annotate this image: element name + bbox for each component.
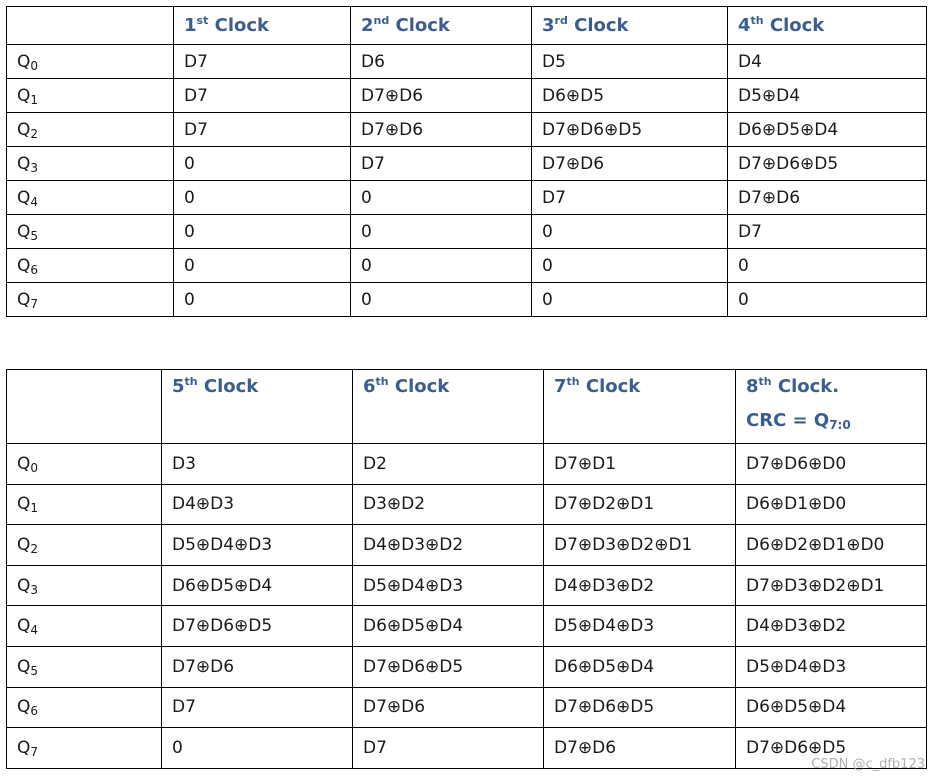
table-cell: D5: [532, 45, 728, 79]
table-cell: D6: [351, 45, 532, 79]
table-cell: D6⊕D2⊕D1⊕D0: [736, 525, 927, 566]
watermark: CSDN @c_dfb123: [811, 757, 925, 772]
table-cell: 0: [728, 283, 927, 317]
table-cell: D6⊕D5⊕D4: [544, 646, 736, 687]
row-label: $Q_2$: [7, 113, 174, 147]
table-row: [7, 646, 927, 687]
table-cell: D7: [351, 147, 532, 181]
table-cell: D6⊕D5⊕D4: [728, 113, 927, 147]
table-cell: 0: [351, 283, 532, 317]
header-clock-6: 6th Clock: [353, 370, 544, 444]
table-cell: 0: [174, 249, 351, 283]
table-row: [7, 484, 927, 525]
table-cell: D7⊕D6⊕D0: [736, 444, 927, 485]
table-cell: D7: [532, 181, 728, 215]
clock-table-2: [6, 369, 927, 769]
table-cell: 0: [174, 181, 351, 215]
table-cell: D4⊕D3: [162, 484, 353, 525]
table-cell: D7: [353, 728, 544, 769]
row-label: $Q_6$: [7, 687, 162, 728]
table-cell: D7⊕D6: [532, 147, 728, 181]
table-cell: D4⊕D3⊕D2: [736, 606, 927, 647]
table-row: [7, 215, 927, 249]
table-cell: D7: [174, 79, 351, 113]
table-header-row: [7, 7, 927, 45]
header-clock-7: 7th Clock: [544, 370, 736, 444]
row-label: $Q_5$: [7, 215, 174, 249]
table-cell: D7⊕D6⊕D5: [162, 606, 353, 647]
table-cell: D7⊕D6⊕D5: [544, 687, 736, 728]
table-cell: D7⊕D3⊕D2⊕D1: [544, 525, 736, 566]
table-row: [7, 687, 927, 728]
table-cell: D6⊕D5⊕D4: [353, 606, 544, 647]
table-row: [7, 525, 927, 566]
table-row: [7, 147, 927, 181]
table-cell: 0: [351, 215, 532, 249]
row-label: $Q_0$: [7, 444, 162, 485]
table-cell: D7⊕D6⊕D5: [353, 646, 544, 687]
table-cell: D7⊕D6: [728, 181, 927, 215]
table-cell: D7: [174, 45, 351, 79]
row-label: $Q_4$: [7, 606, 162, 647]
table-cell: 0: [174, 283, 351, 317]
table-cell: D7⊕D6⊕D5: [728, 147, 927, 181]
table-cell: D7: [174, 113, 351, 147]
table-cell: D7: [728, 215, 927, 249]
table-cell: D7⊕D1: [544, 444, 736, 485]
table-cell: D6⊕D5: [532, 79, 728, 113]
table-cell: 0: [174, 147, 351, 181]
header-clock-8: 8th Clock. CRC = $Q_{7:0}$: [736, 370, 927, 444]
table-row: [7, 606, 927, 647]
table-cell: D5⊕D4⊕D3: [544, 606, 736, 647]
table-cell: D7⊕D6: [351, 79, 532, 113]
row-label: $Q_1$: [7, 484, 162, 525]
table-row: [7, 444, 927, 485]
table-cell: 0: [532, 249, 728, 283]
table-cell: 0: [532, 283, 728, 317]
table-cell: 0: [728, 249, 927, 283]
table-cell: D4: [728, 45, 927, 79]
table-cell: D7⊕D6⊕D5: [736, 728, 927, 769]
row-label: $Q_6$: [7, 249, 174, 283]
table-row: [7, 45, 927, 79]
table-cell: 0: [162, 728, 353, 769]
row-label: $Q_7$: [7, 283, 174, 317]
table-cell: D5⊕D4⊕D3: [162, 525, 353, 566]
table-cell: 0: [351, 181, 532, 215]
table-cell: D7⊕D6⊕D5: [532, 113, 728, 147]
header-clock-2: 2nd Clock: [351, 7, 532, 45]
table-cell: D7⊕D6: [162, 646, 353, 687]
table-cell: D7⊕D6: [353, 687, 544, 728]
table-cell: D2: [353, 444, 544, 485]
table-cell: D6⊕D1⊕D0: [736, 484, 927, 525]
table-cell: 0: [174, 215, 351, 249]
table-row: [7, 565, 927, 606]
table-row: [7, 79, 927, 113]
row-label: $Q_3$: [7, 565, 162, 606]
corner-cell: [7, 7, 174, 45]
table-header-row: [7, 370, 927, 444]
table-cell: D5⊕D4⊕D3: [736, 646, 927, 687]
header-clock-3: 3rd Clock: [532, 7, 728, 45]
table-cell: D7⊕D3⊕D2⊕D1: [736, 565, 927, 606]
clock-table-1: [6, 6, 927, 317]
header-clock-1: 1st Clock: [174, 7, 351, 45]
table-row: [7, 113, 927, 147]
table-cell: D4⊕D3⊕D2: [544, 565, 736, 606]
table-cell: D7⊕D2⊕D1: [544, 484, 736, 525]
table-cell: D7: [162, 687, 353, 728]
row-label: $Q_0$: [7, 45, 174, 79]
corner-cell: [7, 370, 162, 444]
row-label: $Q_1$: [7, 79, 174, 113]
table-cell: D6⊕D5⊕D4: [162, 565, 353, 606]
table-cell: D3⊕D2: [353, 484, 544, 525]
table-row: [7, 728, 927, 769]
table-row: [7, 249, 927, 283]
row-label: $Q_4$: [7, 181, 174, 215]
table-row: [7, 181, 927, 215]
row-label: $Q_5$: [7, 646, 162, 687]
header-clock-5: 5th Clock: [162, 370, 353, 444]
header-clock-4: 4th Clock: [728, 7, 927, 45]
table-cell: D6⊕D5⊕D4: [736, 687, 927, 728]
table-cell: D5⊕D4: [728, 79, 927, 113]
table-cell: 0: [351, 249, 532, 283]
row-label: $Q_2$: [7, 525, 162, 566]
table-cell: D3: [162, 444, 353, 485]
table-cell: D4⊕D3⊕D2: [353, 525, 544, 566]
table-cell: D5⊕D4⊕D3: [353, 565, 544, 606]
row-label: $Q_7$: [7, 728, 162, 769]
table-row: [7, 283, 927, 317]
table-cell: 0: [532, 215, 728, 249]
table-cell: D7⊕D6: [544, 728, 736, 769]
table-cell: D7⊕D6: [351, 113, 532, 147]
row-label: $Q_3$: [7, 147, 174, 181]
crc-formula: CRC = $Q_{7:0}$: [746, 410, 851, 432]
